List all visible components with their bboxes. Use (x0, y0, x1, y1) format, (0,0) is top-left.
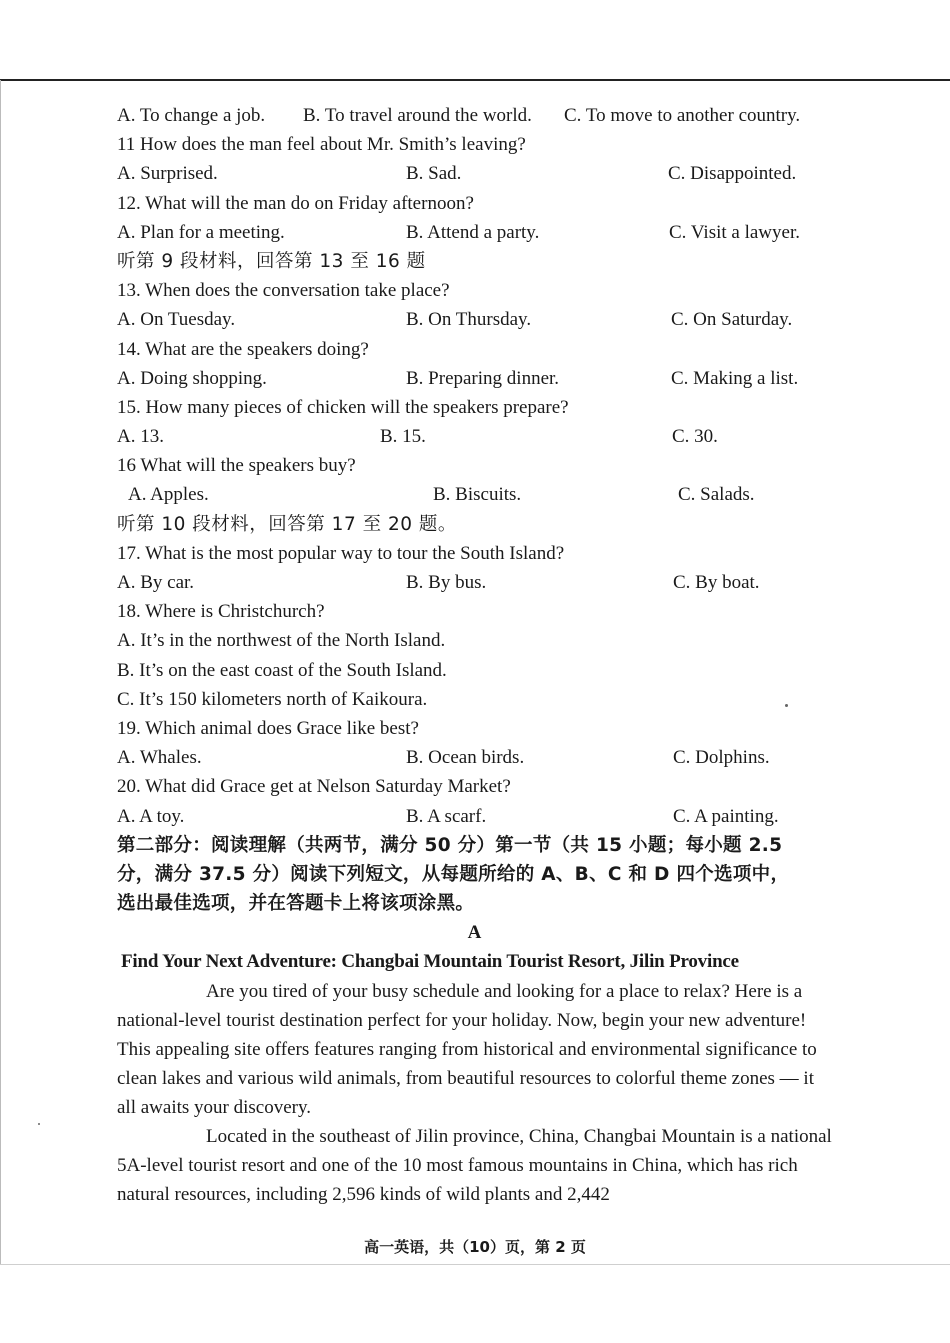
q10-option-b: B. To travel around the world. (303, 105, 532, 126)
q20-options-row (117, 802, 832, 831)
q17-option-c: C. By boat. (673, 572, 760, 593)
q11-question: 11 How does the man feel about Mr. Smith’s leaving? (117, 134, 526, 156)
q20-option-b: B. A scarf. (406, 805, 487, 827)
q10-option-c: C. To move to another country. (564, 105, 801, 126)
q19-option-b: B. Ocean birds. (406, 747, 525, 769)
section9-instruction: 听第 9 段材料，回答第 13 至 16 题 (117, 250, 426, 272)
q12-options-row (117, 218, 832, 247)
q13-options-row (117, 305, 832, 334)
q15-question: 15. How many pieces of chicken will the speakers prepare? (117, 396, 569, 418)
q11-options-row (117, 159, 832, 188)
q17-options-row (117, 568, 832, 597)
page-left-border (0, 80, 1, 1265)
q10-options-row (117, 101, 832, 130)
part2-instruction-line1: 第二部分：阅读理解（共两节，满分 50 分）第一节（共 15 小题；每小题 2.5 (117, 834, 783, 856)
passage-letter: A (467, 922, 482, 944)
q19-option-a: A. Whales. (117, 747, 202, 769)
q20-option-c: C. A painting. (673, 805, 779, 827)
passage-paragraph-1: Are you tired of your busy schedule and looking for a place to relax? Here is a national-level tourist destination perfect for your holiday. Now, begin your new adventure! This appealing site offers features ranging from historical and environmental significance to clean lakes and various wild animals, from beautiful resources to colorful theme zones — it all awaits your discovery. (117, 980, 817, 1118)
passage-title: Find Your Next Adventure: Changbai Mountain Tourist Resort, Jilin Province (121, 951, 739, 973)
part2-instruction-line3: 选出最佳选项，并在答题卡上将该项涂黑。 (117, 893, 475, 915)
exam-page-content (117, 101, 832, 1209)
q19-question: 19. Which animal does Grace like best? (117, 717, 419, 739)
page-footer: 高一英语，共（10）页，第 2 页 (364, 1238, 586, 1256)
q15-option-b: B. 15. (380, 426, 426, 448)
q18-option-a: A. It’s in the northwest of the North Island. (117, 630, 446, 652)
q17-option-a: A. By car. (117, 572, 195, 593)
q11-option-c: C. Disappointed. (668, 163, 797, 185)
scan-speck (785, 704, 788, 707)
q16-option-c: C. Salads. (678, 484, 755, 506)
q15-option-c: C. 30. (672, 426, 718, 448)
page-bottom-border (0, 1264, 950, 1265)
part2-instruction-line2: 分，满分 37.5 分）阅读下列短文，从每题所给的 A、B、C 和 D 四个选项中， (117, 863, 790, 885)
q20-question: 20. What did Grace get at Nelson Saturday Market? (117, 776, 511, 798)
scan-speck (38, 1123, 40, 1125)
q17-question: 17. What is the most popular way to tour the South Island? (117, 542, 565, 564)
q12-option-c: C. Visit a lawyer. (669, 221, 800, 243)
q19-options-row (117, 743, 832, 772)
passage-paragraph-2: Located in the southeast of Jilin province, China, Changbai Mountain is a national 5A-level tourist resort and one of the 10 most famous mountains in China, which has rich natural resources, including 2,596 kinds of wild plants and 2,442 (117, 1125, 832, 1205)
q14-option-a: A. Doing shopping. (117, 367, 267, 389)
q14-option-c: C. Making a list. (671, 367, 799, 389)
q13-question: 13. When does the conversation take place? (117, 280, 450, 302)
q16-option-b: B. Biscuits. (433, 484, 522, 506)
q14-options-row (117, 364, 832, 393)
q11-option-a: A. Surprised. (117, 163, 218, 185)
q18-question: 18. Where is Christchurch? (117, 601, 325, 623)
q13-option-c: C. On Saturday. (671, 309, 793, 331)
q11-option-b: B. Sad. (406, 163, 462, 185)
q12-option-a: A. Plan for a meeting. (117, 221, 285, 243)
q15-option-a: A. 13. (117, 426, 164, 448)
q12-question: 12. What will the man do on Friday afternoon? (117, 192, 474, 214)
q16-question: 16 What will the speakers buy? (117, 455, 356, 477)
q19-option-c: C. Dolphins. (673, 747, 770, 769)
q10-option-a: A. To change a job. (117, 105, 266, 126)
q16-option-a: A. Apples. (128, 484, 209, 506)
section10-instruction: 听第 10 段材料，回答第 17 至 20 题。 (117, 513, 457, 535)
q13-option-b: B. On Thursday. (406, 309, 532, 331)
q20-option-a: A. A toy. (117, 805, 185, 827)
q18-option-b: B. It’s on the east coast of the South Island. (117, 659, 447, 681)
page-top-border (0, 79, 950, 81)
q14-question: 14. What are the speakers doing? (117, 338, 369, 360)
q12-option-b: B. Attend a party. (406, 221, 540, 243)
q13-option-a: A. On Tuesday. (117, 309, 236, 331)
q17-option-b: B. By bus. (406, 572, 487, 593)
q15-options-row (117, 422, 832, 451)
q14-option-b: B. Preparing dinner. (406, 367, 560, 389)
q16-options-row (117, 480, 832, 509)
q18-option-c: C. It’s 150 kilometers north of Kaikoura. (117, 688, 428, 710)
